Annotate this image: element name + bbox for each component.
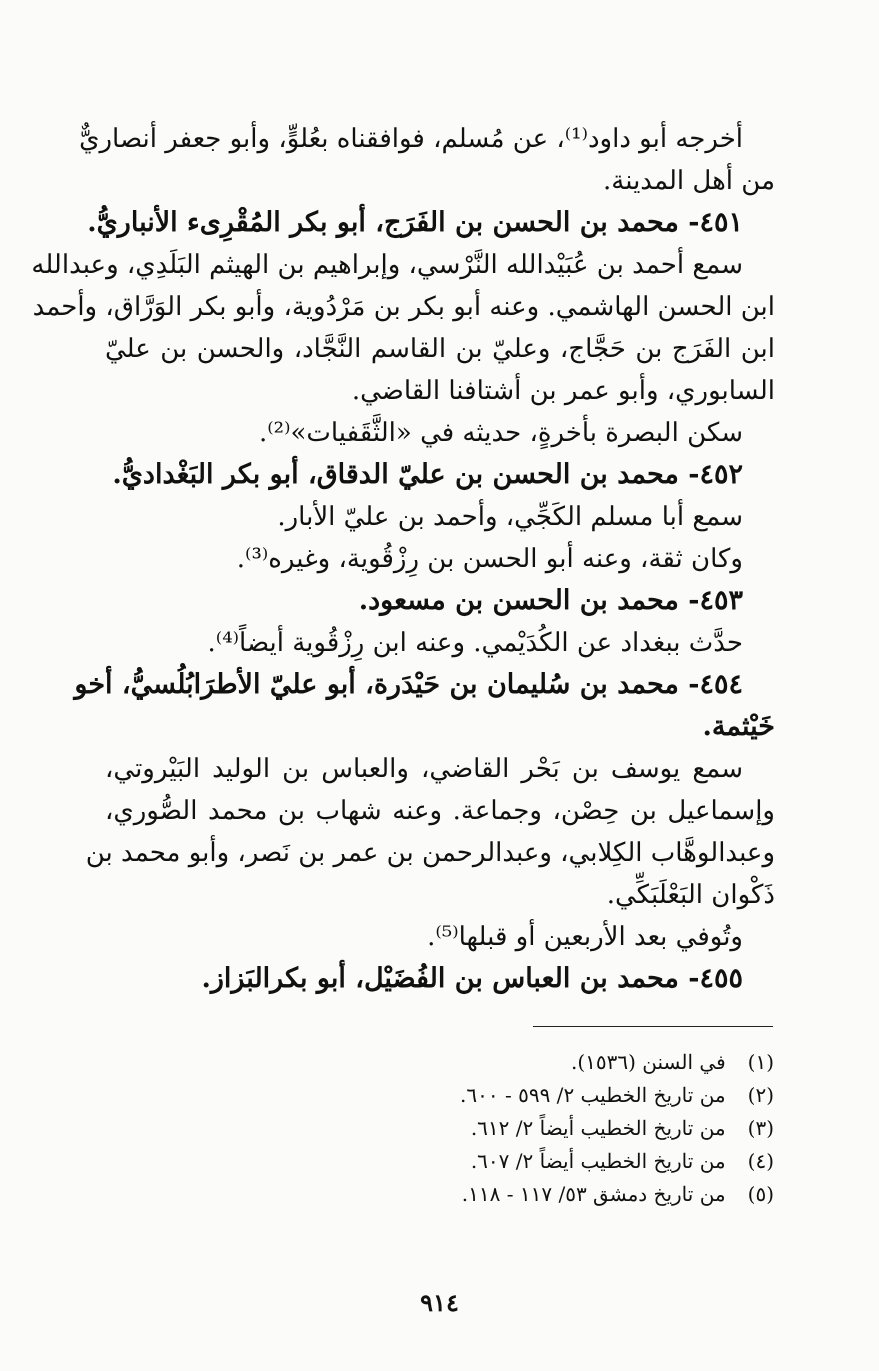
text-line: سمع أبا مسلم الكَجِّي، وأحمد بن عليّ الأبار. — [277, 502, 743, 532]
footnote-number: (٣) — [747, 1116, 774, 1140]
page-number: ٩١٤ — [420, 1288, 459, 1317]
footnote-text: من تاريخ الخطيب أيضاً ٢/ ٦١٢. — [470, 1116, 726, 1140]
footnote-number: (٥) — [747, 1182, 774, 1206]
footnotes — [200, 1046, 774, 1211]
text-line: من أهل المدينة. — [603, 166, 775, 196]
footnote-number: (١) — [747, 1050, 774, 1074]
text-line: وتُوفي بعد الأربعين أو قبلها⁽⁵⁾. — [427, 922, 743, 952]
text-line: سمع يوسف بن بَحْر القاضي، والعباس بن الوليد البَيْروتي، — [105, 754, 743, 784]
footnote-text: من تاريخ الخطيب أيضاً ٢/ ٦٠٧. — [470, 1149, 726, 1173]
footnote-number: (٢) — [747, 1083, 774, 1107]
entry-heading-451: ٤٥١- محمد بن الحسن بن الفَرَج، أبو بكر المُقْرِىء الأنباريُّ. — [87, 207, 743, 238]
footnote-text: من تاريخ الخطيب ٢/ ٥٩٩ - ٦٠٠. — [460, 1083, 726, 1107]
footnote-text: في السنن (١٥٣٦). — [571, 1050, 726, 1074]
text-line: سمع أحمد بن عُبَيْدالله النَّرْسي، وإبراهيم بن الهيثم البَلَدِي، وعبدالله — [31, 250, 743, 280]
footnote — [200, 1079, 774, 1112]
entry-heading-454-cont: خَيْثمة. — [702, 711, 775, 742]
main-text — [31, 118, 775, 1000]
text-line: حدَّث ببغداد عن الكُدَيْمي. وعنه ابن رِزْقُوية أيضاً⁽⁴⁾. — [207, 628, 743, 658]
text-line: ذَكْوان البَعْلَبَكِّي. — [606, 880, 775, 910]
entry-heading-455: ٤٥٥- محمد بن العباس بن الفُضَيْل، أبو بكرالبَزاز. — [201, 963, 743, 994]
footnote — [200, 1046, 774, 1079]
text-line: السابوري، وأبو عمر بن أشتافنا القاضي. — [351, 376, 775, 406]
text-line: أخرجه أبو داود⁽¹⁾، عن مُسلم، فوافقناه بعُلوٍّ، وأبو جعفر أنصاريٌّ — [79, 124, 743, 154]
footnote — [200, 1112, 774, 1145]
text-line: ابن الفَرَج بن حَجَّاج، وعليّ بن القاسم النَّجَّاد، والحسن بن عليّ — [105, 334, 775, 364]
entry-heading-452: ٤٥٢- محمد بن الحسن بن عليّ الدقاق، أبو بكر البَغْداديُّ. — [112, 459, 743, 490]
footnote-number: (٤) — [747, 1149, 774, 1173]
text-line: ابن الحسن الهاشمي. وعنه أبو بكر بن مَرْدُوية، وأبو بكر الوَرَّاق، وأحمد — [32, 292, 775, 322]
entry-heading-454: ٤٥٤- محمد بن سُليمان بن حَيْدَرة، أبو عليّ الأطرَابُلُسيُّ، أخو — [74, 669, 743, 700]
footnote — [200, 1178, 774, 1211]
text-line: سكن البصرة بأخرةٍ، حديثه في «الثَّقَفيات»⁽²⁾. — [258, 418, 743, 448]
footnote-separator — [533, 1026, 773, 1027]
footnote-text: من تاريخ دمشق ٥٣/ ١١٧ - ١١٨. — [461, 1182, 726, 1206]
text-line: وكان ثقة، وعنه أبو الحسن بن رِزْقُوية، وغيره⁽³⁾. — [236, 544, 743, 574]
entry-heading-453: ٤٥٣- محمد بن الحسن بن مسعود. — [358, 585, 743, 616]
text-line: وإسماعيل بن حِصْن، وجماعة. وعنه شهاب بن محمد الصُّوري، — [105, 796, 775, 826]
text-line: وعبدالوهَّاب الكِلابي، وعبدالرحمن بن عمر بن نَصر، وأبو محمد بن — [85, 838, 775, 868]
footnote — [200, 1145, 774, 1178]
